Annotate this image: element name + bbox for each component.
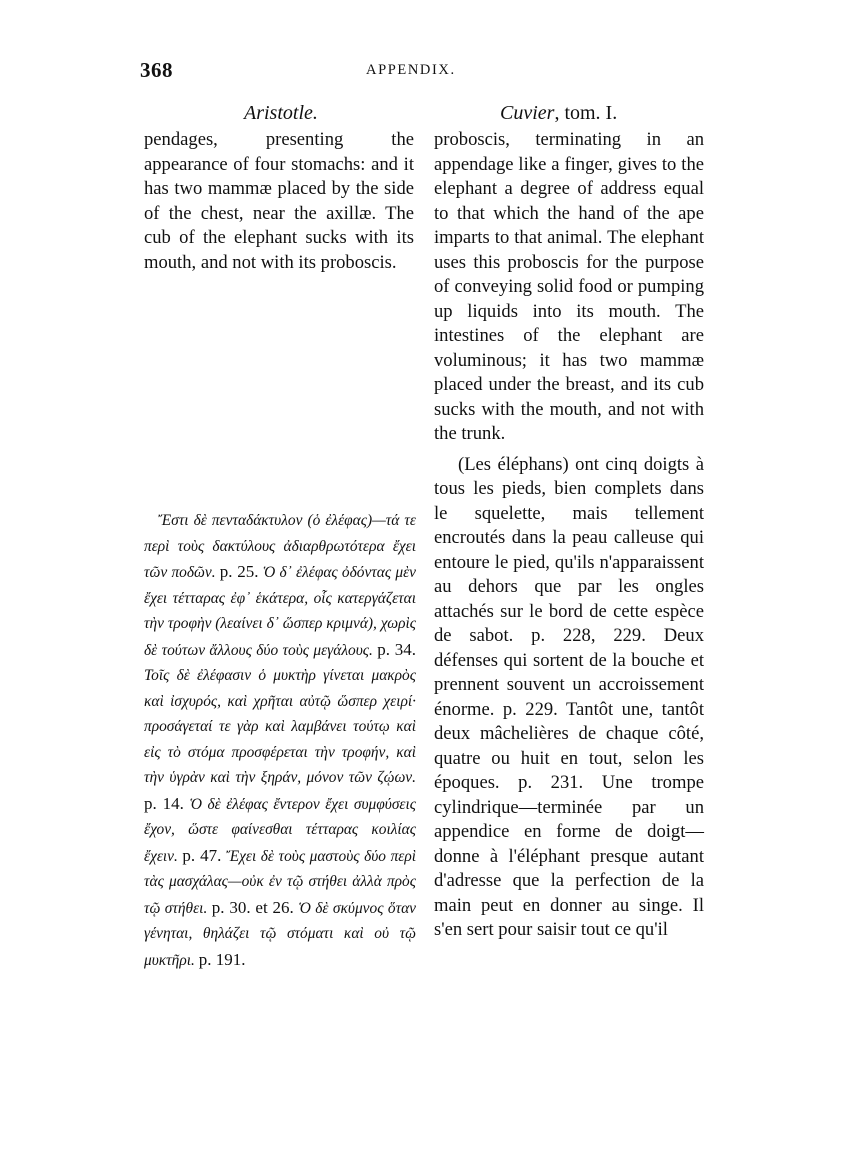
page-reference: p. 47. bbox=[182, 845, 222, 865]
page-reference: p. 25. bbox=[219, 562, 259, 581]
aristotle-greek-text bbox=[144, 508, 416, 973]
right-column-title bbox=[500, 102, 617, 125]
greek-passage: Ἔστι δὲ πενταδάκτυλον (ὁ ἐλέφας)—τά τε περὶ τοὺς δακτύλους ἀδιαρθρωτότερα ἔχει τῶν ποδῶν. bbox=[144, 512, 416, 581]
left-column-title bbox=[244, 102, 318, 125]
greek-passage: Ἔχει δὲ τοὺς μαστοὺς δύο περὶ τὰς μασχάλας—οὐκ ἐν τῷ στήθει ἀλλὰ πρὸς τῷ στήθει. bbox=[144, 847, 417, 917]
greek-passage: Ὁ δὲ σκύμνος ὅταν γένηται, θηλάζει τῷ στόματι καὶ οὐ τῷ μυκτῆρι. bbox=[144, 899, 416, 969]
cuvier-french-text: (Les éléphans) ont cinq doigts à tous les pieds, bien complets dans le squelette, mais tellement encroutés dans la peau calleuse qui entoure le pied, qu'ils n'apparaissent au dehors que par les ongles attachés sur le bord de cette espèce de sabot. p. 228, 229. Deux défenses qui sortent de la bouche et prennent souvent un accroissement énorme. p. 229. Tantôt une, tantôt deux mâchelières de chaque côté, quatre ou huit en tout, selon les époques. p. 231. Une trompe cylindrique—terminée par un appendice en forme de doigt—donne à l'éléphant presque autant d'adresse que la perfection de la main peut en donner au singe. Il s'en sert pour saisir tout ce qu'il bbox=[434, 453, 704, 940]
greek-passage: Ὁ δ᾽ ἐλέφας ὀδόντας μὲν ἔχει τέτταρας ἐφ᾽ ἑκάτερα, οἷς κατεργάζεται τὴν τροφὴν (λεαίνει δ᾽ ὥσπερ κριμνά), χωρὶς δὲ τούτων ἄλλους δύο τοὺς μεγάλους. bbox=[144, 564, 416, 659]
left-column-author: Aristotle. bbox=[244, 102, 318, 124]
right-column bbox=[434, 128, 704, 943]
page-header bbox=[0, 58, 850, 88]
aristotle-english-text: pendages, presenting the appearance of four stomachs: and it has two mammæ placed by the side of the chest, near the axillæ. The cub of the elephant sucks with its mouth, and not with its proboscis. bbox=[144, 129, 414, 273]
greek-passage: Ὁ δὲ ἐλέφας ἔντερον ἔχει συμφύσεις ἔχον, ὥστε φαίνεσθαι τέτταρας κοιλίας ἔχειν. bbox=[144, 795, 417, 865]
right-column-author: Cuvier bbox=[500, 102, 555, 124]
left-column bbox=[144, 128, 414, 275]
cuvier-english-text: proboscis, terminating in an appendage like a finger, gives to the elephant a degree of address equal to that which the hand of the ape imparts to that animal. The elephant uses this proboscis for the purpose of conveying solid food or pumping up liquids into its mouth. The intestines of the elephant are voluminous; it has two mammæ placed under the breast, and its cub sucks with the mouth, and not with the trunk. bbox=[434, 129, 704, 444]
right-column-volume: , tom. I. bbox=[554, 102, 618, 124]
page-number: 368 bbox=[140, 58, 173, 82]
running-head: APPENDIX. bbox=[366, 62, 456, 78]
page-reference: p. 30. et 26. bbox=[211, 897, 294, 917]
page-reference: p. 34. bbox=[377, 639, 416, 659]
page-reference: p. 14. bbox=[144, 793, 184, 813]
page-reference: p. 191. bbox=[198, 949, 246, 969]
greek-passage: Τοῖς δὲ ἐλέφασιν ὁ μυκτὴρ γίνεται μακρὸς καὶ ἰσχυρός, καὶ χρῆται αὐτῷ ὥσπερ χειρί· προσάγεταί τε γὰρ καὶ λαμβάνει τούτῳ καὶ εἰς τὸ στόμα προσφέρεται τὴν τροφήν, καὶ τὴν ὑγρὰν καὶ τὴν ξηράν, μόνον τῶν ζῴων. bbox=[144, 667, 416, 786]
